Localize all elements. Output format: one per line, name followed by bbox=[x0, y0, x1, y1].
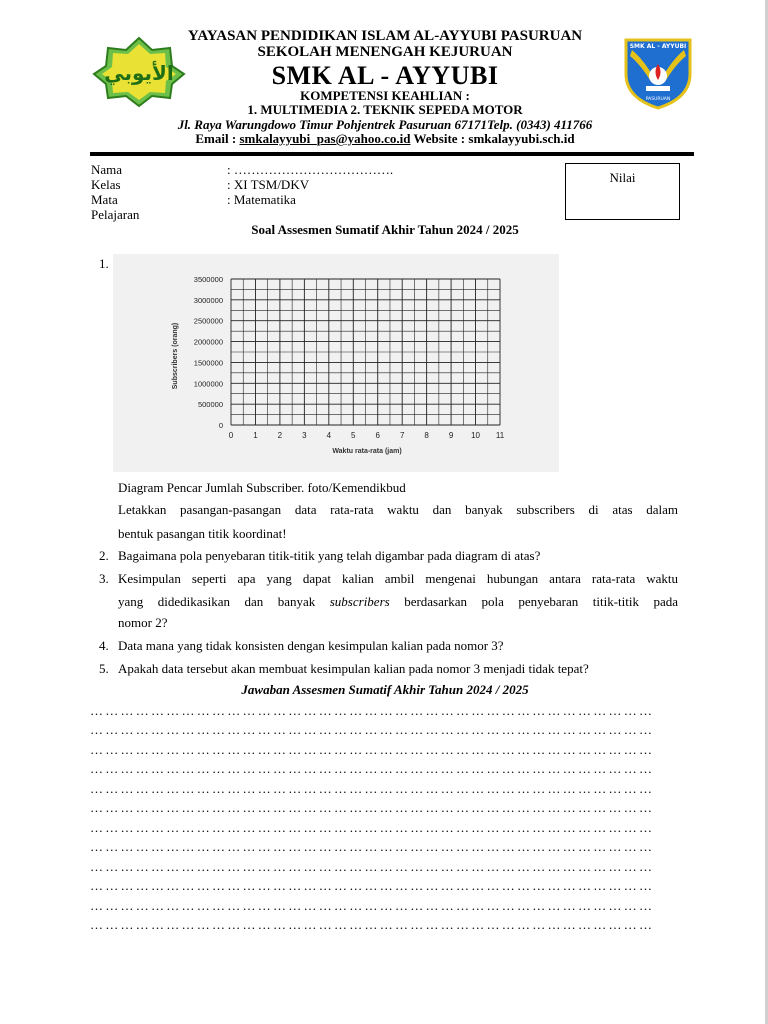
logo-right-title: SMK AL - AYYUBI bbox=[629, 43, 687, 50]
chart-x-label: Waktu rata-rata (jam) bbox=[332, 448, 402, 455]
q3-text-line2 bbox=[118, 590, 678, 613]
chart-x-tick: 11 bbox=[495, 431, 505, 440]
answer-line[interactable]: ………………………………………………………………………………………………… bbox=[90, 761, 655, 776]
answer-line[interactable]: ………………………………………………………………………………………………… bbox=[90, 859, 655, 874]
chart-x-tick: 5 bbox=[351, 431, 356, 440]
answer-line[interactable]: ………………………………………………………………………………………………… bbox=[90, 878, 655, 893]
answer-line[interactable]: ………………………………………………………………………………………………… bbox=[90, 781, 655, 796]
score-label: Nilai bbox=[609, 170, 636, 185]
competency-list: 1. MULTIMEDIA 2. TEKNIK SEPEDA MOTOR bbox=[247, 102, 523, 117]
chart-x-tick: 9 bbox=[448, 431, 454, 440]
chart-canvas bbox=[113, 254, 559, 472]
chart-x-tick: 0 bbox=[228, 431, 234, 440]
chart-y-tick: 2500000 bbox=[193, 316, 223, 326]
answer-line[interactable]: ………………………………………………………………………………………………… bbox=[90, 800, 655, 815]
foundation-name: YAYASAN PENDIDIKAN ISLAM AL-AYYUBI PASURUAN bbox=[187, 28, 583, 44]
q3-line2-a: yang didedikasikan dan banyak bbox=[118, 594, 330, 609]
q5-number: 5. bbox=[99, 661, 109, 676]
name-value: : ………………………………. bbox=[227, 162, 394, 177]
answer-line[interactable]: ………………………………………………………………………………………………… bbox=[90, 839, 655, 854]
score-box bbox=[565, 163, 680, 220]
q2-text: Bagaimana pola penyebaran titik-titik yang telah digambar pada diagram di atas? bbox=[118, 548, 541, 563]
chart-y-tick: 0 bbox=[218, 421, 223, 430]
contact-line bbox=[150, 131, 620, 147]
q3-number: 3. bbox=[99, 571, 109, 586]
q4-number: 4. bbox=[99, 638, 109, 653]
logo-left-arabic: الأيوبي bbox=[104, 61, 174, 85]
class-value: : XI TSM/DKV bbox=[227, 177, 310, 192]
school-logo-right bbox=[620, 34, 696, 110]
q3-line2-b: berdasarkan pola penyebaran titik-titik pada bbox=[389, 594, 678, 609]
q1-number: 1. bbox=[99, 256, 109, 271]
q1-text-line2: bentuk pasangan titik koordinat! bbox=[118, 526, 287, 541]
email-link[interactable]: smkalayyubi_pas@yahoo.co.id bbox=[239, 131, 411, 146]
q1-text-line1: Letakkan pasangan-pasangan data rata-rata waktu dan banyak subscribers di atas dalam bbox=[118, 502, 678, 517]
chart-y-tick: 1500000 bbox=[193, 358, 223, 368]
answer-title: Jawaban Assesmen Sumatif Akhir Tahun 2024 / 2025 bbox=[241, 682, 529, 697]
competency-title: KOMPETENSI KEAHLIAN : bbox=[300, 88, 470, 103]
q2-number: 2. bbox=[99, 548, 109, 563]
chart-y-label: Subscribers (orang) bbox=[172, 322, 179, 390]
answer-line[interactable]: ………………………………………………………………………………………………… bbox=[90, 917, 655, 932]
answer-line[interactable]: ………………………………………………………………………………………………… bbox=[90, 820, 655, 835]
chart-y-tick: 3500000 bbox=[193, 275, 223, 284]
chart-y-tick: 2000000 bbox=[193, 337, 223, 347]
chart-x-tick: 2 bbox=[277, 431, 283, 440]
school-name: SMK AL - AYYUBI bbox=[271, 61, 499, 90]
chart-x-tick: 4 bbox=[326, 431, 332, 440]
website-text: Website : smkalayyubi.sch.id bbox=[410, 131, 575, 146]
email-label: Email : bbox=[195, 131, 240, 146]
exam-title: Soal Assesmen Sumatif Akhir Tahun 2024 / 2025 bbox=[251, 222, 519, 237]
chart-x-tick: 8 bbox=[424, 431, 429, 440]
answer-line[interactable]: ………………………………………………………………………………………………… bbox=[90, 703, 655, 718]
chart-x-tick: 1 bbox=[253, 431, 258, 440]
q3-text-line1: Kesimpulan seperti apa yang dapat kalian ambil mengenai hubungan antara rata-rata waktu bbox=[118, 571, 678, 586]
q3-line2-em: subscribers bbox=[329, 594, 390, 609]
q1-caption: Diagram Pencar Jumlah Subscriber. foto/Kemendikbud bbox=[118, 480, 406, 495]
school-address: Jl. Raya Warungdowo Timur Pohjentrek Pasuruan 67171Telp. (0343) 411766 bbox=[177, 117, 593, 132]
header-divider bbox=[90, 152, 694, 156]
chart-y-tick: 1000000 bbox=[193, 379, 223, 389]
answer-line[interactable]: ………………………………………………………………………………………………… bbox=[90, 742, 655, 757]
name-label: Nama bbox=[91, 162, 123, 177]
chart-x-tick: 6 bbox=[375, 431, 380, 440]
q4-text: Data mana yang tidak konsisten dengan kesimpulan kalian pada nomor 3? bbox=[118, 638, 504, 653]
subject-label: Mata Pelajaran bbox=[91, 192, 140, 222]
chart-x-tick: 10 bbox=[471, 431, 480, 440]
q5-text: Apakah data tersebut akan membuat kesimpulan kalian pada nomor 3 menjadi tidak tepat? bbox=[118, 661, 589, 676]
answer-line[interactable]: ………………………………………………………………………………………………… bbox=[90, 898, 655, 913]
logo-right-sub: PASURUAN bbox=[645, 97, 671, 102]
chart-x-tick: 3 bbox=[302, 431, 307, 440]
chart-y-tick: 500000 bbox=[197, 400, 223, 410]
scatter-chart bbox=[113, 254, 559, 472]
answer-line[interactable]: ………………………………………………………………………………………………… bbox=[90, 722, 655, 737]
school-type: SEKOLAH MENENGAH KEJURUAN bbox=[257, 44, 513, 60]
class-label: Kelas bbox=[91, 177, 121, 192]
chart-x-tick: 7 bbox=[399, 431, 405, 440]
subject-value: : Matematika bbox=[227, 192, 296, 207]
q3-text-line3: nomor 2? bbox=[118, 615, 168, 630]
chart-y-tick: 3000000 bbox=[193, 295, 223, 305]
